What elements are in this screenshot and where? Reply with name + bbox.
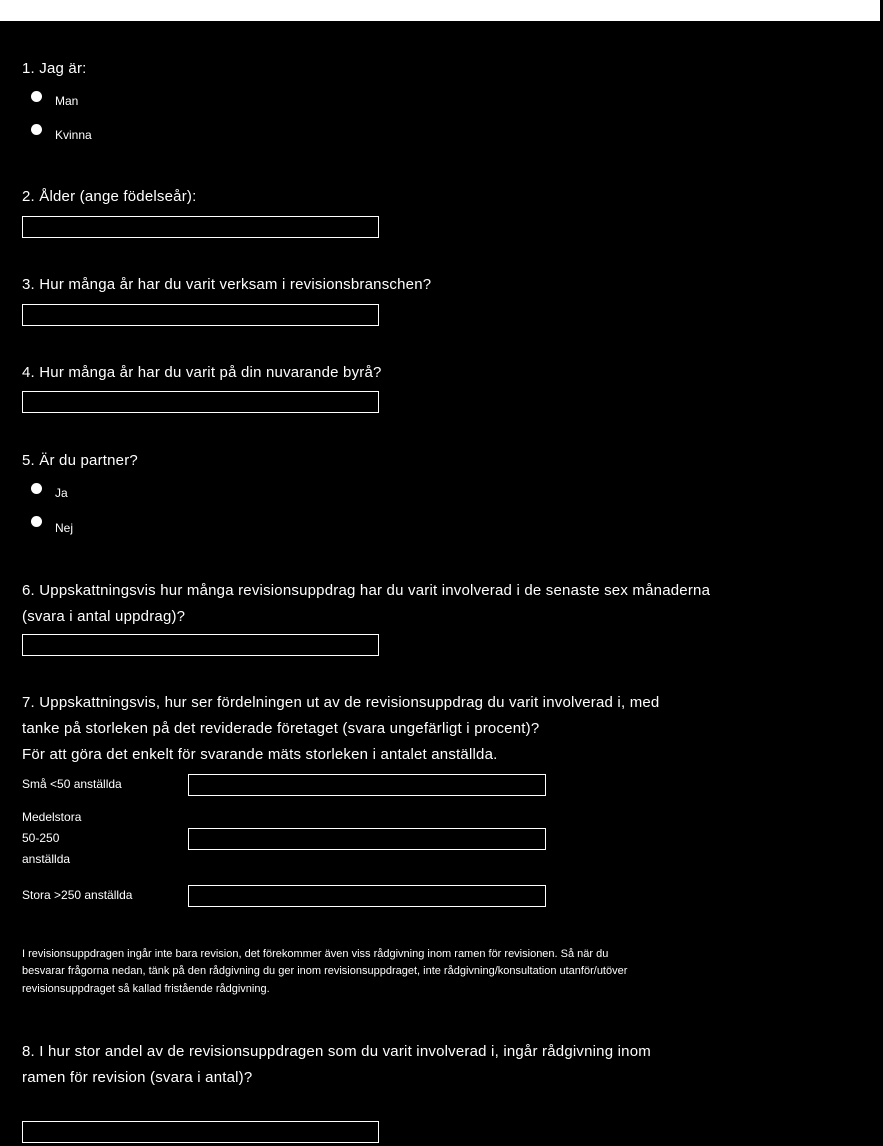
note-line1: I revisionsuppdragen ingår inte bara revision, det förekommer även viss rådgivning inom ramen för revisionen. Så när du — [22, 948, 609, 960]
q3-label: 3. Hur många år har du varit verksam i revisionsbranschen? — [22, 276, 432, 293]
years-at-firm-input[interactable] — [22, 391, 379, 413]
q7-label-line2: tanke på storleken på det reviderade företaget (svara ungefärligt i procent)? — [22, 720, 540, 737]
size-small-label: Små <50 anställda — [22, 777, 122, 791]
size-large-label: Stora >250 anställda — [22, 888, 133, 902]
q1-option-label: Man — [55, 94, 79, 108]
size-medium-label-line1: Medelstora — [22, 810, 82, 824]
q5-radio-nej[interactable] — [31, 516, 42, 527]
q2-label: 2. Ålder (ange födelseår): — [22, 188, 197, 205]
size-small-input[interactable] — [188, 774, 546, 796]
size-large-input[interactable] — [188, 885, 546, 907]
q1-radio-man[interactable] — [31, 91, 42, 102]
birth-year-input[interactable] — [22, 216, 379, 238]
q8-label-line1: 8. I hur stor andel av de revisionsuppdragen som du varit involverad i, ingår rådgivning inom — [22, 1043, 651, 1060]
size-medium-label-line2: 50-250 — [22, 831, 60, 845]
q5-radio-ja[interactable] — [31, 483, 42, 494]
size-medium-label-line3: anställda — [22, 852, 71, 866]
assignment-count-input[interactable] — [22, 634, 379, 656]
note-line3: revisionsuppdraget så kallad fristående rådgivning. — [22, 983, 270, 995]
q5-option-label: Ja — [55, 486, 68, 500]
q1-option-label: Kvinna — [55, 128, 92, 142]
q6-label-line1: 6. Uppskattningsvis hur många revisionsuppdrag har du varit involverad i de senaste sex månaderna — [22, 582, 711, 599]
top-white-strip — [0, 0, 883, 21]
q8-label-line2: ramen för revision (svara i antal)? — [22, 1069, 253, 1086]
size-medium-input[interactable] — [188, 828, 546, 850]
years-in-industry-input[interactable] — [22, 304, 379, 326]
q1-label: 1. Jag är: — [22, 60, 87, 77]
q7-label-line3: För att göra det enkelt för svarande mäts storleken i antalet anställda. — [22, 746, 498, 763]
q5-option-label: Nej — [55, 521, 74, 535]
q7-label-line1: 7. Uppskattningsvis, hur ser fördelningen ut av de revisionsuppdrag du varit involverad i, med — [22, 694, 660, 711]
note-line2: besvarar frågorna nedan, tänk på den rådgivning du ger inom revisionsuppdraget, inte rådgivning/konsultation utanför/utöver — [22, 965, 628, 977]
q4-label: 4. Hur många år har du varit på din nuvarande byrå? — [22, 364, 382, 381]
advisory-share-input[interactable] — [22, 1121, 379, 1143]
q6-label-line2: (svara i antal uppdrag)? — [22, 608, 186, 625]
q5-label: 5. Är du partner? — [22, 452, 138, 469]
q1-radio-kvinna[interactable] — [31, 124, 42, 135]
